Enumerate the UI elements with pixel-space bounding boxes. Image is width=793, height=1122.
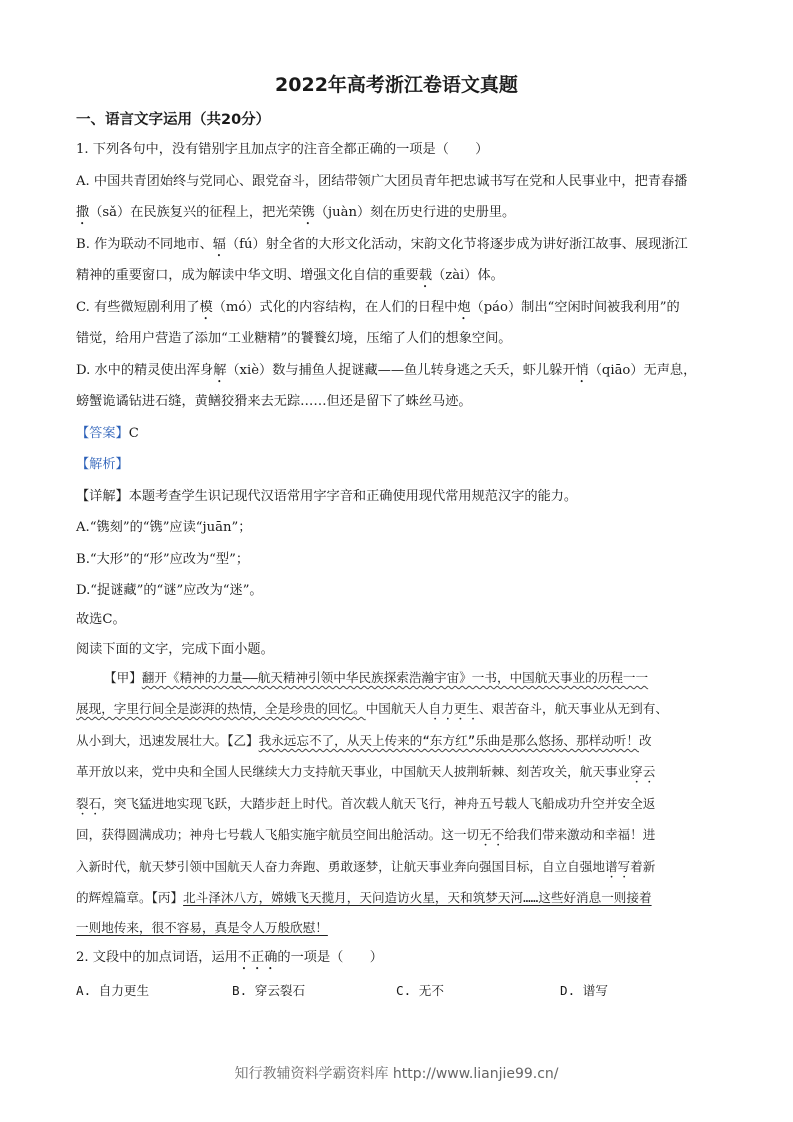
footer-watermark: 知行教辅资料学霸资料库 http://www.lianjie99.cn/ [234,1066,559,1082]
question-1-stem: 1. 下列各句中，没有错别字且加点字的注音全都正确的一项是（ ） [76,142,489,157]
dotted-word: 谱写 [604,859,631,874]
underlined-text: 我永远忘不了，从天上传来的“东方红”乐曲是那么悠扬、那样动听！ [258,733,639,748]
passage-line-4 [76,756,724,787]
dotted-word: 裂石 [76,796,102,811]
text-run: （sǎ）在民族复兴的征程上，把光荣 [89,205,302,220]
option-c-line-2: 错觉，给用户营造了添加“工业糖精”的饕餮幻境，压缩了人们的想象空间。 [76,331,512,346]
detail-a: A.“镌刻”的“镌”应读“juān”； [76,520,252,535]
dotted-word: 不正确 [237,950,278,965]
section-heading: 一、语言文字运用（共20分） [76,112,271,128]
option-d: D. 谱写 [560,983,608,998]
underlined-text: 北斗泽沐八方，嫦娥飞天揽月，天问造访火星，天和筑梦天河……这些好消息一则接着 [183,890,652,905]
option-b-line-2 [76,260,724,291]
passage-line-9 [76,912,724,943]
text-run: 给我们带来激动和幸福！进 [504,827,656,842]
text-run: 从小到大，迅速发展壮大。【乙】 [76,733,259,748]
passage-line-5 [76,788,724,819]
passage-line-6 [76,819,724,850]
answer-line [76,418,724,449]
detail-line [76,481,724,512]
text-run: （qiāo）无声息， [588,363,697,378]
answer-label: 【答案】 [76,426,129,441]
passage-line-3 [76,725,724,756]
underlined-text: 一则地传来，很不容易，真是令人万般欣慰！ [76,920,328,935]
detail-label: 【详解】 [76,489,129,504]
text-run: 入新时代，航天梦引领中国航天人奋力奔跑、勇敢逐梦，让航天事业奔向强国目标，自立自强地 [76,859,605,874]
dotted-word: 自力更生 [428,701,479,716]
text-run: （mó）式化的内容结构，在人们的日程中 [212,300,458,315]
option-d-line-1 [76,355,724,386]
option-a: A. 自力更生 [76,983,150,998]
text-run: 的一项是（ ） [277,950,383,965]
passage-line-2 [76,693,724,724]
option-c-line-1 [76,292,724,323]
dotted-char: 炮 [457,300,471,315]
text-run: 中国航天人 [365,701,429,716]
passage-line-7 [76,851,724,882]
text-run: D. 水中的精灵使出浑身 [76,363,214,378]
reading-instruction: 阅读下面的文字，完成下面小题。 [76,642,274,657]
text-run: 、艰苦奋斗，航天事业从无到有、 [479,701,668,716]
page-title: 2022年高考浙江卷语文真题 [275,74,518,96]
text-run: （zài）体。 [432,268,504,283]
text-run: C. 有些微短剧利用了 [76,300,200,315]
dotted-char: 撒 [76,205,90,220]
detail-b: B.“大形”的“形”应改为“型”； [76,552,250,567]
detail-choice: 故选C。 [76,612,126,627]
option-c: C. 无不 [396,983,444,998]
detail-text: 本题考查学生识记现代汉语常用字字音和正确使用现代常用规范汉字的能力。 [128,489,578,504]
dotted-word: 无不 [479,827,505,842]
text-run: 2. 文段中的加点词语，运用 [76,950,238,965]
option-d-line-2: 螃蟹诡谲钻进石缝，黄鳝狡猾来去无踪……但还是留下了蛛丝马迹。 [76,394,472,409]
answer-value: C [128,426,139,441]
dotted-char: 辐 [212,237,226,252]
passage-line-1 [104,662,724,693]
text-run: 回，获得圆满成功；神舟七号载人飞船实施宇航员空间出舱活动。这一切 [76,827,479,842]
text-run: B. 作为联动不同地市、 [76,237,213,252]
text-run: （juàn）刻在历史行进的史册里。 [314,205,516,220]
option-b: B. 穿云裂石 [232,983,306,998]
text-run: 的辉煌篇章。【丙】 [76,890,184,905]
question-2-stem [76,942,383,973]
text-run: 着新 [630,859,656,874]
dotted-char: 模 [199,300,213,315]
text-run: （xiè）数与捕鱼人捉谜藏——鱼儿转身逃之夭夭，虾儿躲开 [226,363,576,378]
text-run: （páo）制出“空闲时间被我利用”的 [470,300,680,315]
text-run: ，突飞猛进地实现飞跃，大踏步赶上时代。首次载人航天飞行，神舟五号载人飞船成功升空并安全返 [101,796,656,811]
dotted-char: 悄 [575,363,589,378]
dotted-word: 穿云 [630,764,656,779]
option-a-line-1: A. 中国共青团始终与党同心、跟党奋斗，团结带领广大团员青年把忠诚书写在党和人民事业中，把青春播 [76,174,688,189]
analysis-label: 【解析】 [76,457,129,472]
underlined-text: 展现，字里行间全是澎湃的热情，全是珍贵的回忆。 [76,701,366,716]
text-run: 革开放以来，党中央和全国人民继续大力支持航天事业，中国航天人披荆斩棘、刻苦攻关，航天事业 [76,764,631,779]
text-run: 【甲】 [104,670,142,685]
option-b-line-1 [76,229,724,260]
detail-d: D.“捉谜藏”的“谜”应改为“迷”。 [76,583,263,598]
passage-line-8 [76,882,724,913]
dotted-char: 载 [418,268,433,283]
dotted-char: 解 [213,363,227,378]
underlined-text: 翻开《精神的力量——航天精神引领中华民族探索浩瀚宇宙》一书，中国航天事业的历程一一 [141,670,649,685]
text-run: 改 [639,733,652,748]
dotted-char: 镌 [301,205,315,220]
text-run: 精神的重要窗口，成为解读中华文明、增强文化自信的重要 [76,268,419,283]
text-run: （fú）射全省的大形文化活动，宋韵文化节将逐步成为讲好浙江故事、展现浙江 [225,237,688,252]
option-a-line-2 [76,197,724,228]
